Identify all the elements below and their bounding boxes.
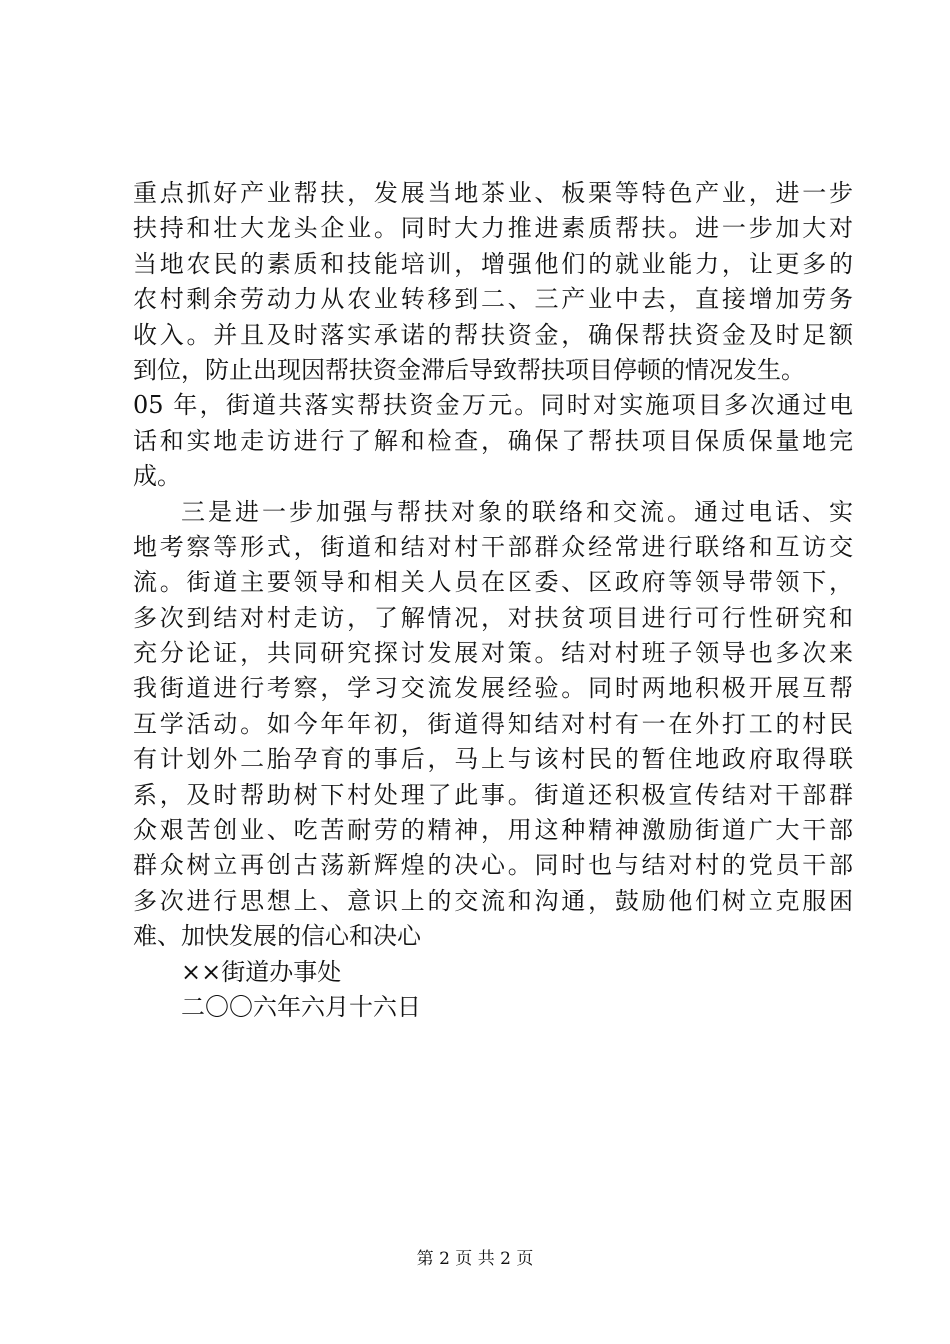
text-line: 系，及时帮助树下村处理了此事。街道还积极宣传结对干部群 [133,780,853,809]
text-line: 农村剩余劳动力从农业转移到二、三产业中去，直接增加劳务 [133,285,853,314]
document-body [133,176,853,1025]
text-line: 互学活动。如今年年初，街道得知结对村有一在外打工的村民 [133,709,853,738]
document-date: 二〇〇六年六月十六日 [181,992,421,1021]
text-line: 我街道进行考察，学习交流发展经验。同时两地积极开展互帮 [133,674,853,703]
page-indicator: 第 2 页 共 2 页 [416,1249,534,1269]
text-line: 重点抓好产业帮扶，发展当地茶业、板栗等特色产业，进一步 [133,179,853,207]
text-line: 充分论证，共同研究探讨发展对策。结对村班子领导也多次来 [133,639,853,668]
page-footer [0,1244,950,1269]
paragraph-1 [133,176,853,495]
text-line: 难、加快发展的信心和决心 [133,922,421,951]
text-line: 到位，防止出现因帮扶资金滞后导致帮扶项目停顿的情况发生。 [133,355,805,384]
text-line: 当地农民的素质和技能培训，增强他们的就业能力，让更多的 [133,249,853,278]
text-line: 地考察等形式，街道和结对村干部群众经常进行联络和互访交 [133,532,853,561]
text-line: 三是进一步加强与帮扶对象的联络和交流。通过电话、实 [181,497,853,526]
paragraph-2 [133,495,853,955]
text-line: 多次进行思想上、意识上的交流和沟通，鼓励他们树立克服困 [133,886,853,915]
text-line: 收入。并且及时落实承诺的帮扶资金，确保帮扶资金及时足额 [133,320,853,349]
text-line: 群众树立再创古荡新辉煌的决心。同时也与结对村的党员干部 [133,851,853,880]
text-line: 05 年，街道共落实帮扶资金万元。同时对实施项目多次通过电 [133,391,853,420]
text-line: 扶持和壮大龙头企业。同时大力推进素质帮扶。进一步加大对 [133,214,853,243]
text-line: 多次到结对村走访，了解情况，对扶贫项目进行可行性研究和 [133,603,853,632]
text-line: 成。 [133,462,181,491]
text-line: 有计划外二胎孕育的事后，马上与该村民的暂住地政府取得联 [133,745,853,774]
text-line: 众艰苦创业、吃苦耐劳的精神，用这种精神激励街道广大干部 [133,816,853,845]
text-line: 话和实地走访进行了解和检查，确保了帮扶项目保质保量地完 [133,426,853,455]
signature: ××街道办事处 [181,957,342,986]
text-line: 流。街道主要领导和相关人员在区委、区政府等领导带领下， [133,568,853,597]
